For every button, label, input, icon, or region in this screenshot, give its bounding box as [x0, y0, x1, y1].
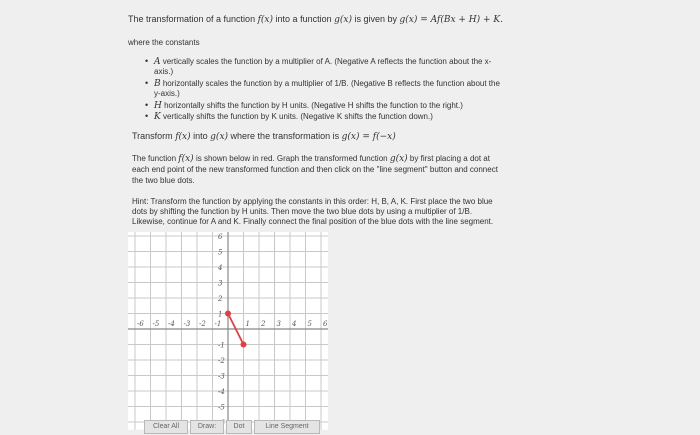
segment-start-point [225, 311, 231, 317]
clear-all-button[interactable]: Clear All [144, 420, 188, 434]
where-text: where the constants [128, 38, 200, 47]
x-tick-label: -6 [137, 320, 144, 328]
transform-formula: g(x) = f(−x) [341, 132, 396, 142]
intro-into: into a function [275, 14, 332, 24]
x-tick-label: 6 [323, 320, 328, 328]
x-tick-label: 3 [276, 320, 281, 328]
description-line3: the two blue dots. [132, 176, 195, 185]
bullet-dot: • [145, 111, 149, 121]
bullet-h-text: horizontally shifts the function by H units. (Negative H shifts the function to the right.) [164, 101, 463, 110]
bullet-a-var: A [154, 57, 161, 67]
bullet-h [154, 101, 463, 111]
description-prefix: The function [132, 154, 177, 163]
line-segment-button[interactable]: Line Segment [254, 420, 320, 434]
bullet-dot: • [145, 56, 149, 66]
bullet-dot: • [145, 78, 149, 88]
hint-line2: dots by shifting the function by H units. Then move the two blue dots by using a multiplier of 1/B. [132, 207, 473, 216]
intro-formula: g(x) = Af(Bx + H) + K. [399, 15, 503, 25]
bullet-b [154, 79, 500, 89]
intro-text: The transformation of a function [128, 14, 256, 24]
x-tick-label: -2 [199, 320, 206, 328]
y-tick-label: 4 [218, 264, 223, 272]
intro-given: is given by [354, 14, 398, 24]
transform-fx: f(x) [175, 132, 191, 142]
x-tick-label: -5 [152, 320, 160, 328]
x-tick-label: -3 [183, 320, 191, 328]
x-tick-label: -4 [168, 320, 175, 328]
description-fx: f(x) [178, 154, 194, 164]
y-tick-label: 6 [218, 233, 223, 241]
x-tick-label: 1 [245, 320, 250, 328]
intro-gx: g(x) [334, 15, 352, 25]
hint-line3: Likewise, continue for A and K. Finally connect the final position of the blue dots with the line segment. [132, 217, 494, 226]
bullet-b-text: horizontally scales the function by a multiplier of 1/B. (Negative B reflects the function about the [162, 79, 500, 88]
bullet-a-cont: axis.) [154, 67, 174, 76]
transform-prefix: Transform [132, 131, 173, 141]
bullet-a [154, 57, 491, 67]
description-end: by first placing a dot at [409, 154, 490, 163]
bullet-b-var: B [154, 79, 161, 89]
hint-line1: Hint: Transform the function by applying the constants in this order: H, B, A, K. First place the two blue [132, 197, 493, 206]
draw-label: Draw: [190, 420, 224, 434]
transform-line [132, 131, 396, 142]
intro-line [128, 14, 503, 25]
y-tick-label: -1 [218, 341, 225, 350]
bullet-b-cont: y-axis.) [154, 89, 180, 98]
y-tick-label: -5 [218, 403, 225, 412]
bullet-k-text: vertically shifts the function by K units. (Negative K shifts the function down.) [162, 112, 433, 121]
description-gx: g(x) [389, 154, 408, 164]
bullet-k [154, 112, 433, 122]
transform-into: into [193, 131, 208, 141]
description-rest: is shown below in red. Graph the transformed function [195, 154, 388, 163]
description-line2: each end point of the new transformed function and then click on the "line segment" button and connect [132, 165, 498, 174]
graph-canvas[interactable] [128, 232, 328, 430]
description-line1 [132, 154, 490, 164]
transform-where: where the transformation is [230, 131, 340, 141]
x-tick-label: 4 [292, 320, 297, 328]
x-tick-label: -1 [214, 320, 222, 328]
intro-fx: f(x) [257, 15, 274, 25]
y-tick-label: -4 [218, 388, 225, 396]
x-tick-label: 2 [261, 320, 266, 328]
bullet-k-var: K [154, 112, 161, 122]
bullet-h-var: H [154, 101, 162, 111]
y-tick-label: 2 [218, 295, 223, 303]
y-tick-label: 3 [218, 279, 223, 288]
bullet-a-text: vertically scales the function by a multiplier of A. (Negative A reflects the function about the x- [162, 57, 492, 66]
bullet-dot: • [145, 100, 149, 110]
y-tick-label: 1 [218, 310, 223, 319]
y-tick-label: -3 [218, 372, 225, 381]
y-tick-label: 5 [218, 248, 223, 257]
transform-gx: g(x) [210, 132, 229, 142]
segment-end-point [241, 342, 247, 348]
graph-area[interactable] [128, 232, 328, 430]
y-tick-label: -2 [218, 357, 225, 365]
x-tick-label: 5 [307, 320, 312, 328]
dot-button[interactable]: Dot [226, 420, 252, 434]
